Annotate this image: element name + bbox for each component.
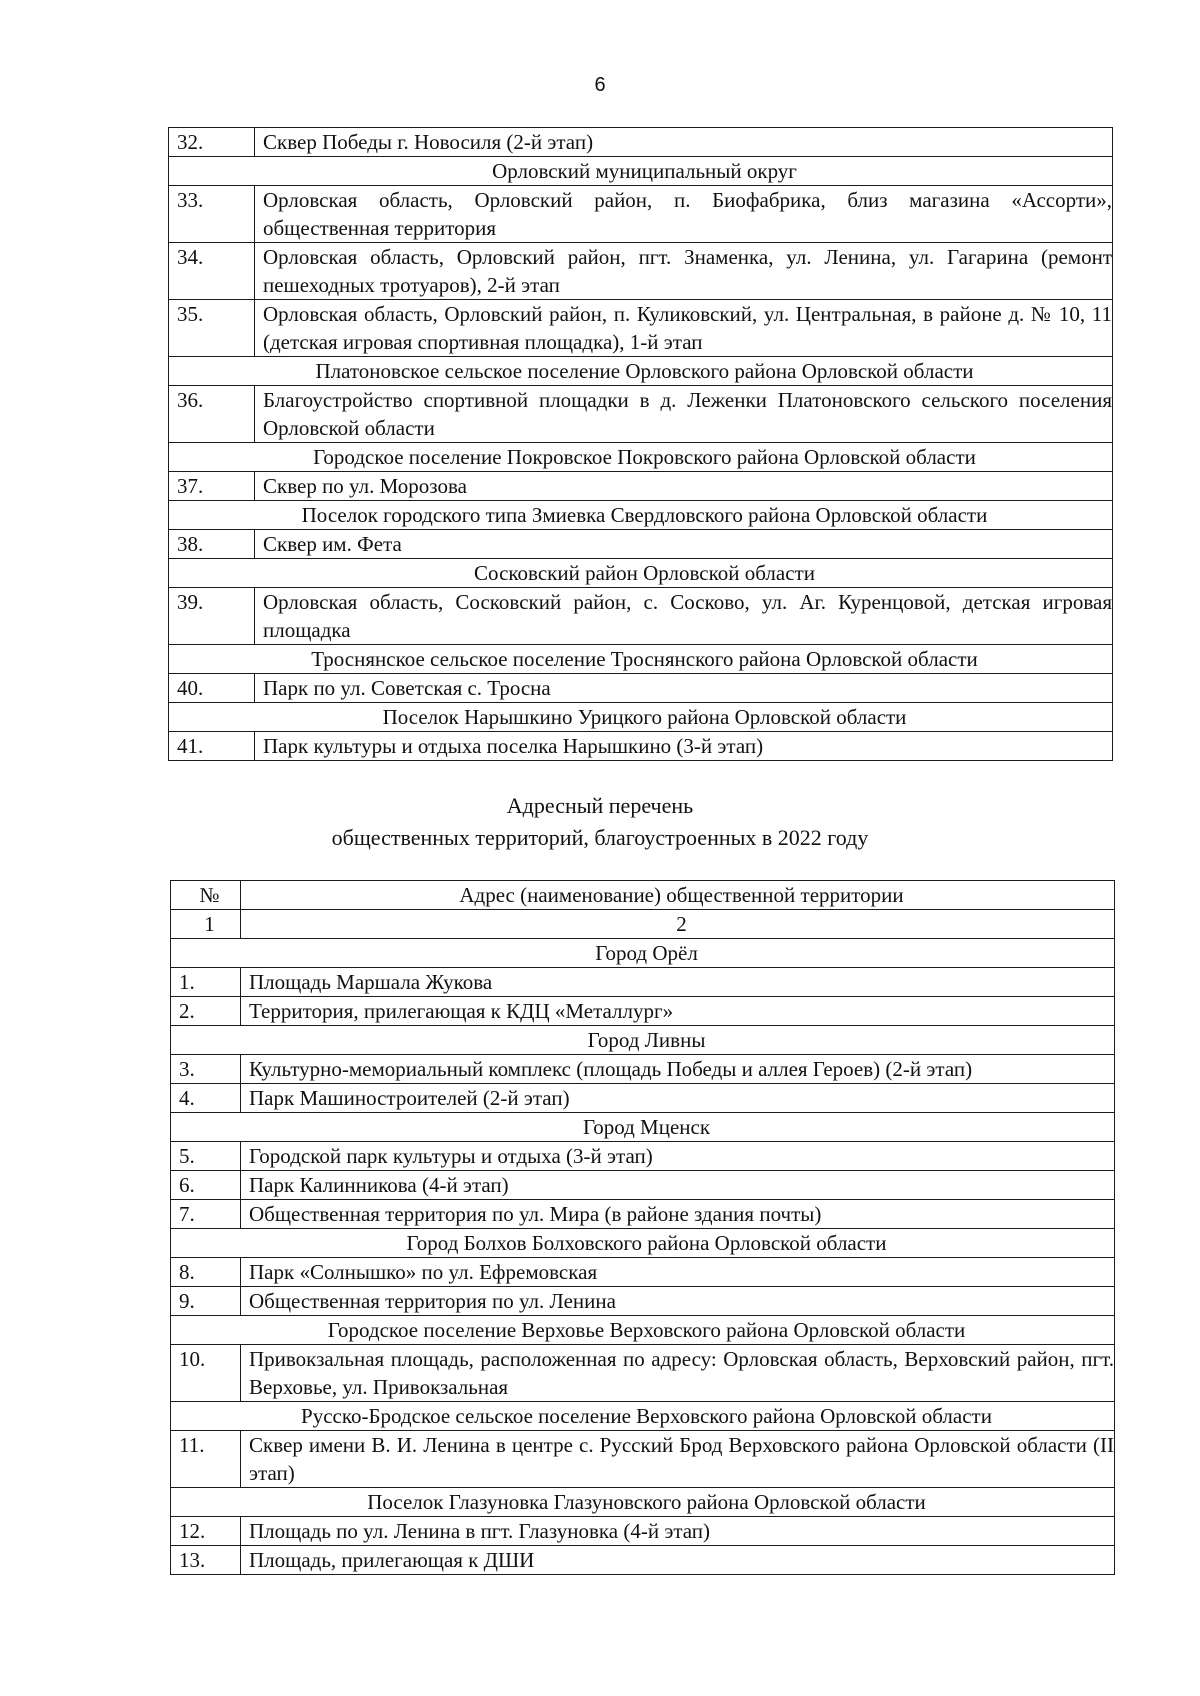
section-title: Городское поселение Верховье Верховского района Орловской области bbox=[171, 1316, 1115, 1345]
row-number: 1. bbox=[171, 968, 241, 997]
row-address: Общественная территория по ул. Ленина bbox=[241, 1287, 1115, 1316]
table-row bbox=[171, 1142, 1115, 1171]
row-address: Парк Машиностроителей (2-й этап) bbox=[241, 1084, 1115, 1113]
table-row bbox=[171, 1517, 1115, 1546]
row-address: Орловская область, Орловский район, п. Биофабрика, близ магазина «Ассорти», общественная территория bbox=[255, 186, 1113, 243]
section-row bbox=[171, 1113, 1115, 1142]
document-subheading: общественных территорий, благоустроенных в 2022 году bbox=[331, 825, 869, 850]
section-title: Поселок городского типа Змиевка Свердловского района Орловской области bbox=[169, 501, 1113, 530]
row-number: 39. bbox=[169, 588, 255, 645]
row-number: 33. bbox=[169, 186, 255, 243]
section-row bbox=[171, 939, 1115, 968]
row-number: 11. bbox=[171, 1431, 241, 1488]
section-row bbox=[171, 1402, 1115, 1431]
row-number: 35. bbox=[169, 300, 255, 357]
territories-table-continued bbox=[168, 127, 1113, 761]
section-title: Город Мценск bbox=[171, 1113, 1115, 1142]
row-address: Парк «Солнышко» по ул. Ефремовская bbox=[241, 1258, 1115, 1287]
column-numbers-row bbox=[171, 910, 1115, 939]
section-title: Поселок Глазуновка Глазуновского района Орловской области bbox=[171, 1488, 1115, 1517]
table-row bbox=[171, 1345, 1115, 1402]
table1-body bbox=[169, 128, 1113, 761]
row-number: 8. bbox=[171, 1258, 241, 1287]
section-row bbox=[169, 559, 1113, 588]
row-number: 32. bbox=[169, 128, 255, 157]
table-row bbox=[171, 1431, 1115, 1488]
row-address: Благоустройство спортивной площадки в д. Леженки Платоновского сельского поселения Орловской области bbox=[255, 386, 1113, 443]
section-title: Поселок Нарышкино Урицкого района Орловской области bbox=[169, 703, 1113, 732]
section-row bbox=[169, 157, 1113, 186]
table-row bbox=[169, 243, 1113, 300]
table-row bbox=[169, 530, 1113, 559]
table-row bbox=[171, 1546, 1115, 1575]
row-number: 2. bbox=[171, 997, 241, 1026]
row-address: Культурно-мемориальный комплекс (площадь Победы и аллея Героев) (2-й этап) bbox=[241, 1055, 1115, 1084]
header-address: Адрес (наименование) общественной территории bbox=[241, 881, 1115, 910]
table-row bbox=[171, 997, 1115, 1026]
row-address: Парк культуры и отдыха поселка Нарышкино (3-й этап) bbox=[255, 732, 1113, 761]
table-row bbox=[171, 1084, 1115, 1113]
table-row bbox=[169, 128, 1113, 157]
row-address: Площадь, прилегающая к ДШИ bbox=[241, 1546, 1115, 1575]
section-title: Орловский муниципальный округ bbox=[169, 157, 1113, 186]
row-address: Общественная территория по ул. Мира (в районе здания почты) bbox=[241, 1200, 1115, 1229]
row-number: 10. bbox=[171, 1345, 241, 1402]
row-number: 7. bbox=[171, 1200, 241, 1229]
row-address: Площадь Маршала Жукова bbox=[241, 968, 1115, 997]
section-title: Русско-Бродское сельское поселение Верховского района Орловской области bbox=[171, 1402, 1115, 1431]
row-address: Парк по ул. Советская с. Тросна bbox=[255, 674, 1113, 703]
row-address: Сквер Победы г. Новосиля (2-й этап) bbox=[255, 128, 1113, 157]
section-row bbox=[171, 1316, 1115, 1345]
section-title: Платоновское сельское поселение Орловского района Орловской области bbox=[169, 357, 1113, 386]
row-number: 41. bbox=[169, 732, 255, 761]
row-address: Сквер имени В. И. Ленина в центре с. Русский Брод Верховского района Орловской области (II этап) bbox=[241, 1431, 1115, 1488]
row-number: 34. bbox=[169, 243, 255, 300]
table-row bbox=[169, 186, 1113, 243]
table-row bbox=[171, 1258, 1115, 1287]
section-row bbox=[171, 1026, 1115, 1055]
row-number: 40. bbox=[169, 674, 255, 703]
section-title: Город Орёл bbox=[171, 939, 1115, 968]
row-number: 4. bbox=[171, 1084, 241, 1113]
table-row bbox=[171, 1287, 1115, 1316]
table-row bbox=[169, 300, 1113, 357]
table-row bbox=[169, 472, 1113, 501]
row-number: 38. bbox=[169, 530, 255, 559]
table-row bbox=[171, 968, 1115, 997]
row-address: Городской парк культуры и отдыха (3-й этап) bbox=[241, 1142, 1115, 1171]
table2-body bbox=[171, 881, 1115, 1575]
header-number: № bbox=[171, 881, 241, 910]
row-address: Площадь по ул. Ленина в пгт. Глазуновка (4-й этап) bbox=[241, 1517, 1115, 1546]
section-row bbox=[169, 703, 1113, 732]
section-row bbox=[169, 357, 1113, 386]
section-row bbox=[171, 1229, 1115, 1258]
section-title: Город Ливны bbox=[171, 1026, 1115, 1055]
page-number: 6 bbox=[594, 74, 606, 96]
row-address: Орловская область, Орловский район, п. Куликовский, ул. Центральная, в районе д. № 10, 11 (детская игровая спортивная площадка), 1-й этап bbox=[255, 300, 1113, 357]
column-number-1: 1 bbox=[171, 910, 241, 939]
table-row bbox=[171, 1200, 1115, 1229]
section-row bbox=[169, 443, 1113, 472]
section-title: Городское поселение Покровское Покровского района Орловской области bbox=[169, 443, 1113, 472]
row-number: 3. bbox=[171, 1055, 241, 1084]
section-title: Город Болхов Болховского района Орловской области bbox=[171, 1229, 1115, 1258]
row-address: Территория, прилегающая к КДЦ «Металлург» bbox=[241, 997, 1115, 1026]
section-title: Троснянское сельское поселение Троснянского района Орловской области bbox=[169, 645, 1113, 674]
table-header-row bbox=[171, 881, 1115, 910]
table-row bbox=[169, 588, 1113, 645]
table-row bbox=[171, 1171, 1115, 1200]
row-number: 5. bbox=[171, 1142, 241, 1171]
territories-2022-table bbox=[170, 880, 1115, 1575]
table-row bbox=[171, 1055, 1115, 1084]
row-number: 37. bbox=[169, 472, 255, 501]
row-address: Привокзальная площадь, расположенная по адресу: Орловская область, Верховский район, пгт. Верховье, ул. Привокзальная bbox=[241, 1345, 1115, 1402]
column-number-2: 2 bbox=[241, 910, 1115, 939]
section-row bbox=[171, 1488, 1115, 1517]
row-address: Сквер по ул. Морозова bbox=[255, 472, 1113, 501]
document-heading: Адресный перечень bbox=[506, 793, 694, 818]
table-row bbox=[169, 386, 1113, 443]
row-number: 6. bbox=[171, 1171, 241, 1200]
table-row bbox=[169, 674, 1113, 703]
row-address: Парк Калинникова (4-й этап) bbox=[241, 1171, 1115, 1200]
table-row bbox=[169, 732, 1113, 761]
row-address: Орловская область, Орловский район, пгт. Знаменка, ул. Ленина, ул. Гагарина (ремонт пешеходных тротуаров), 2-й этап bbox=[255, 243, 1113, 300]
row-address: Сквер им. Фета bbox=[255, 530, 1113, 559]
row-address: Орловская область, Сосковский район, с. Сосково, ул. Аг. Куренцовой, детская игровая площадка bbox=[255, 588, 1113, 645]
section-row bbox=[169, 645, 1113, 674]
section-row bbox=[169, 501, 1113, 530]
row-number: 13. bbox=[171, 1546, 241, 1575]
row-number: 36. bbox=[169, 386, 255, 443]
section-title: Сосковский район Орловской области bbox=[169, 559, 1113, 588]
row-number: 9. bbox=[171, 1287, 241, 1316]
row-number: 12. bbox=[171, 1517, 241, 1546]
